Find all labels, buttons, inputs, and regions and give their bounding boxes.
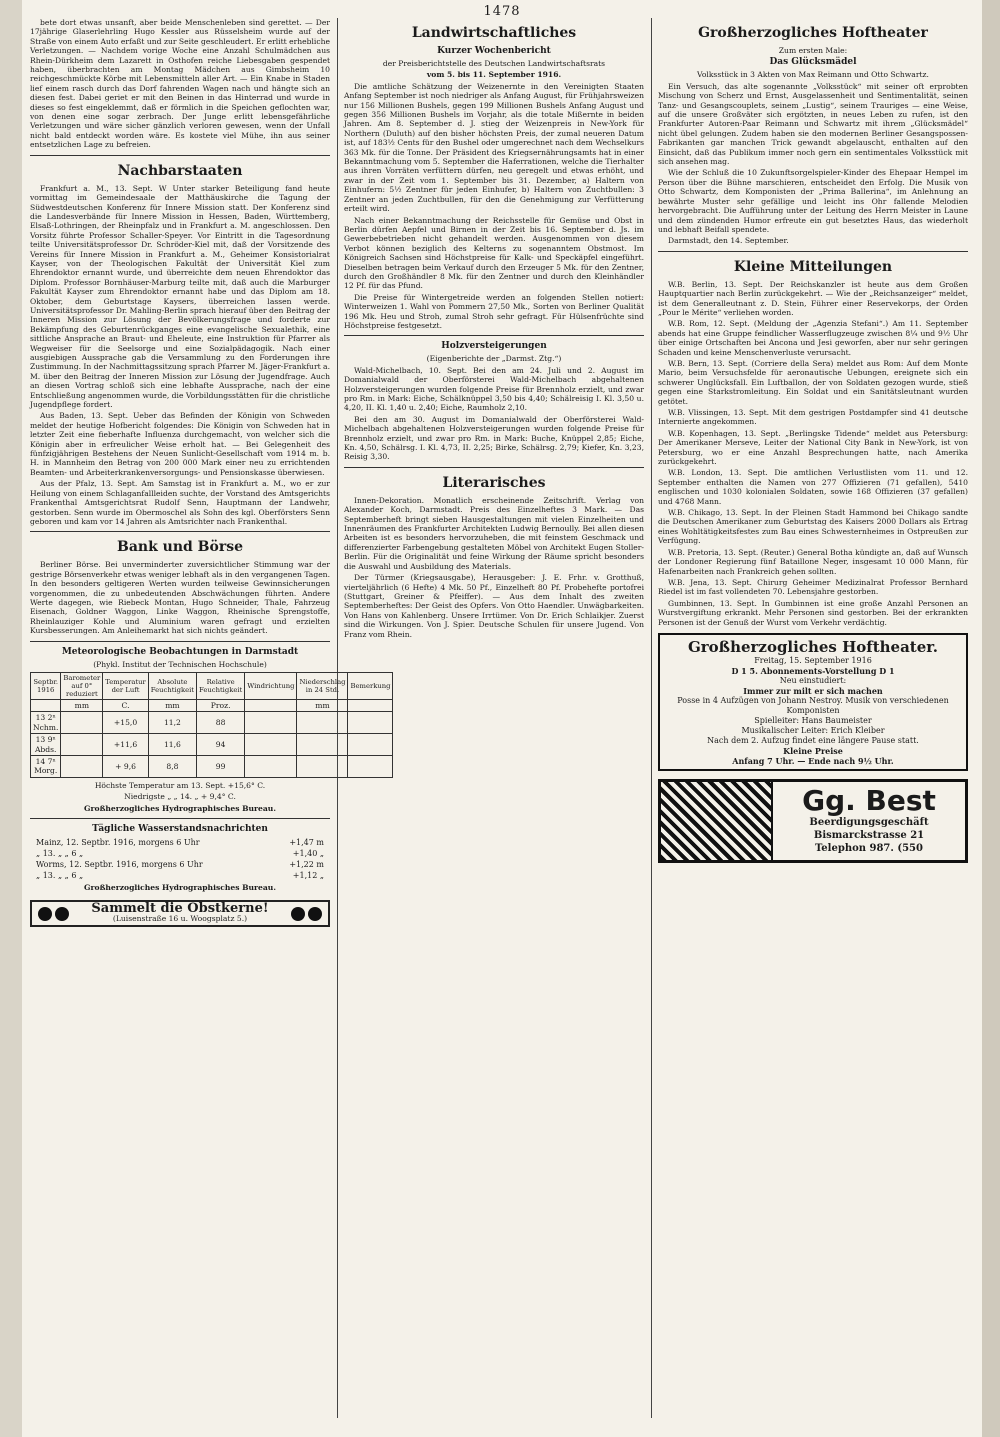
- article-paragraph: Die amtliche Schätzung der Weizenernte in den Vereinigten Staaten Anfang September ist noch niedriger als Anfang August, für Frühjahrsweizen nur 156 Millionen Bushels, gegen 199 Millionen Bushels Anfang August und gegen 356 Millionen Bushels im Vorjahr, als die totale Mißernte in beiden Jahren. Am 8. September d. J. stieg der Weizenpreis in New-York für Northern (Duluth) auf den bisher höchsten Preis, der zumal neueren Datum ist, auf 183½ Cents für den Bushel oder umgerechnet nach dem Wechselkurs 363 Mk. für die Tonne. Der Präsident des Kriegsernährungsamts hat in einer Bekanntmachung vom 5. September die Haferrationen, welche die Tierhalter aus ihren Vorräten verfüttern dürfen, neu geregelt und etwas erhöht, und zwar in der Zeit vom 1. September bis 31. Dezember, a) Haltern von Einhufern: 5½ Zentner für jeden Einhufer, b) Haltern von Zuchtbullen: 3 Zentner an jeden Zuchtbullen, für den die Genehmigung zur Verfütterung erteilt wird.: [344, 81, 644, 214]
- article-paragraph: Bei den am 30. August im Domanialwald der Oberförsterei Wald-Michelbach abgehaltenen Holzversteigerungen wurden folgende Preise für Brennholz erzielt, und zwar pro Rm. in Mark: Buche, Knüppel 2,85; Eiche, Kn. 4,50, Schälrsg. I. Kl. 4,73, II. 2,25; Birke, Schälrsg. 2,79; Kiefer, Kn. 3,23, Reisig 3,30.: [344, 414, 644, 462]
- best-ad-text: [773, 782, 965, 860]
- table-header: Windrichtung: [245, 672, 297, 699]
- news-item: W.B. Pretoria, 13. Sept. (Reuter.) General Botha kündigte an, daß auf Wunsch der Londoner Regierung fünf Bataillone Neger, insgesamt 10 000 Mann, für Hafenarbeiten nach Frankreich gehen sollten.: [658, 547, 968, 576]
- met-min-temp: Niedrigste „ „ 14. „ + 9,4° C.: [124, 792, 236, 802]
- water-row: [30, 837, 330, 848]
- ad-title: Sammelt die Obstkerne!: [91, 901, 269, 917]
- news-item: W.B. Berlin, 13. Sept. Der Reichskanzler ist heute aus dem Großen Hauptquartier nach Berlin zurückgekehrt. — Wie der „Reichsanzeiger“ meldet, ist dem Generalleutnant z. D. Stein, Führer einer Reservekorps, der Orden „Pour le Mérite“ verliehen worden.: [658, 279, 968, 317]
- obstkerne-ad: [30, 900, 330, 927]
- table-unit: Proz.: [197, 699, 245, 711]
- divider: [30, 818, 330, 819]
- table-header: Septbr. 1916: [31, 672, 61, 699]
- met-max-temp: Höchste Temperatur am 13. Sept. +15,6° C.: [94, 780, 266, 790]
- theater-ad-line: Immer zur milt er sich machen: [743, 685, 883, 696]
- water-place: „ 13. „ „ 6 „: [36, 871, 84, 881]
- water-row: [30, 848, 330, 859]
- table-header: Relative Feuchtigkeit: [197, 672, 245, 699]
- premiere-note: Zum ersten Male:: [778, 46, 848, 55]
- met-subtitle: (Phykl. Institut der Technischen Hochschule): [93, 659, 267, 669]
- table-header: Bemerkung: [348, 672, 393, 699]
- table-unit: mm: [297, 699, 348, 711]
- report-title: Kurzer Wochenbericht: [437, 46, 551, 56]
- table-cell: [297, 712, 348, 734]
- article-paragraph: bete dort etwas unsanft, aber beide Menschenleben sind gerettet. — Der 17jährige Glaserlehrling Hugo Kessler aus Rüsselsheim wurde auf der Straße von einem Auto erfaßt und zur Seite geschleudert. Er erlitt erhebliche Verletzungen. — Nachdem vorige Woche eine Anzahl Schulmädchen aus Rhein-Dürkheim dem Lazarett in Osthofen reiche Liebesgaben gespendet haben, überbrachten am Montag Mädchen aus Gimbsheim 10 reichgeschmückte Körbe mit Lebensmitteln aller Art. — Ein Knabe in Staden lief einem rasch durch das Dorf fahrenden Wagen nach und hängte sich an diesen fest. Dabei geriet er mit den Beinen in das Hinterrad und wurde in dieses so fest eingeklemmt, daß er förmlich in die Speichen geflochten war, von denen eine sogar zerbrach. Der Junge erlitt lebensgefährliche Verletzungen und wäre sicher gänzlich verloren gewesen, wenn der Unfall nicht bald entdeckt worden wäre. Es kostete viel Mühe, ihn aus seiner entsetzlichen Lage zu befreien.: [30, 18, 330, 150]
- theater-ad: [658, 633, 968, 771]
- water-place: Mainz, 12. Septbr. 1916, morgens 6 Uhr: [36, 838, 200, 848]
- table-cell: [245, 756, 297, 778]
- ad-subtitle: (Luisenstraße 16 u. Woogsplatz 5.): [112, 913, 248, 923]
- section-heading-landwirtschaft: Landwirtschaftliches: [411, 25, 577, 41]
- divider: [30, 641, 330, 642]
- right-gutter: [982, 0, 1000, 1437]
- meteorological-table: [30, 672, 393, 778]
- news-item: Gumbinnen, 13. Sept. In Gumbinnen ist eine große Anzahl Personen an Wurstvergiftung erkrankt. Mehr Personen sind gestorben. Bei der erkrankten Personen ist der Genuß der Wurst vom Verkehr verdächtig.: [658, 598, 968, 627]
- divider: [344, 335, 644, 336]
- page-number: 1478: [483, 4, 521, 19]
- table-row: [31, 712, 393, 734]
- water-place: „ 13. „ „ 6 „: [36, 849, 84, 859]
- divider: [658, 251, 968, 252]
- column-3: [658, 18, 968, 1423]
- divider: [30, 531, 330, 532]
- column-1: [30, 18, 391, 1423]
- news-item: W.B. Kopenhagen, 13. Sept. „Berlingske Tidende“ meldet aus Petersburg: Der Amerikaner Merseve, Leiter der National City Bank in New-York, ist von Petersburg, wo er eine Anzahl Besprechungen hatte, nach Amerika zurückgekehrt.: [658, 428, 968, 467]
- table-cell: 13 2ⁿ Nchm.: [31, 712, 61, 734]
- news-item: W.B. Bern, 13. Sept. (Corriere della Sera) meldet aus Rom: Auf dem Monte Mario, beim Versuchsfelde für aeronautische Uebungen, ereignete sich ein schwerer Unglücksfall. Ein Luftballon, der von Soldaten gezogen wurde, stieß gegen eine Starkstromleitung. Ein Soldat und ein Sanitätsleutnant wurden getötet.: [658, 358, 968, 406]
- water-level: +1,47 m: [289, 838, 324, 848]
- theater-ad-line: D 1 5. Abonnements-Vorstellung D 1: [731, 665, 895, 676]
- theater-ad-line: Musikalischer Leiter: Erich Kleiber: [741, 725, 885, 735]
- column-rule: [651, 18, 652, 1418]
- article-paragraph: Aus der Pfalz, 13. Sept. Am Samstag ist in Frankfurt a. M., wo er zur Heilung von einem Schlaganfallleiden suchte, der Vorstand des Amtsgerichts Frankenthal Amtsgerichtsrat Rudolf Senn, Hauptmann der Landwehr, gestorben. Senn wurde im Obermoschel als Sohn des kgl. Oberförsters Senn geboren und kam vor 14 Jahren als Amtsrichter nach Frankenthal.: [30, 479, 330, 526]
- article-paragraph: Wie der Schluß die 10 Zukunftsorgelspieler-Kinder des Ehepaar Hempel im Person über die Bühne marschieren, entscheidet den Erfolg. Die Musik von Otto Schwartz, dem Komponisten der „Prima Ballerina“, im Anlehnung an bewährte Muster sehr gefällige und leicht ins Ohr fallende Melodien hervorgebracht. Die Aufführung unter der Leitung des Herrn Meister in Laune und dem zündenden Humor erfreute ein gut besetztes Haus, das wiederholt und lebhaft Beifall spendete.: [658, 168, 968, 234]
- table-unit: [245, 699, 297, 711]
- section-heading-holz: Holzversteigerungen: [441, 341, 547, 352]
- water-level: +1,12 „: [292, 871, 324, 881]
- news-item: W.B. Chikago, 13. Sept. In der Fleinen Stadt Hammond bei Chikago sandte die Deutschen Amerikaner zum Geburtstag des Kaisers 2000 Dollars als Ertrag eines Wohltätigkeitsfestes zum Bau eines Schwesternheimes in Ostpreußen zur Verfügung.: [658, 508, 968, 546]
- play-title: Das Glücksmädel: [769, 57, 857, 68]
- ornament-icon: [38, 907, 69, 921]
- play-author: Volksstück in 3 Akten von Max Reimann und Otto Schwartz.: [697, 70, 929, 80]
- theater-ad-title: Großherzogliches Hoftheater.: [687, 637, 939, 656]
- table-cell: 14 7ⁿ Morg.: [31, 756, 61, 778]
- table-header: Absolute Feuchtigkeit: [148, 672, 196, 699]
- met-title: Meteorologische Beobachtungen in Darmstadt: [61, 646, 299, 657]
- ornament-icon: [291, 907, 322, 921]
- table-cell: 88: [197, 712, 245, 734]
- table-cell: 99: [197, 756, 245, 778]
- table-cell: [61, 712, 103, 734]
- section-heading-hoftheater: Großherzogliches Hoftheater: [698, 25, 928, 41]
- table-unit: [31, 699, 61, 711]
- best-ad-line: Beerdigungsgeschäft: [809, 816, 929, 828]
- table-cell: [61, 734, 103, 756]
- newspaper-page: [22, 0, 982, 1437]
- best-funeral-ad: [658, 779, 968, 863]
- theater-ad-line: Kleine Preise: [783, 745, 843, 756]
- article-paragraph: Die Preise für Wintergetreide werden an folgenden Stellen notiert: Winterweizen 1. Wahl von Pommern 27,50 Mk., Sorten von Berliner Qualität 196 Mk. Heu und Stroh, zumal Stroh sehr gefragt. Für Hülsenfrüchte sind Höchstpreise festgesetzt.: [344, 292, 644, 330]
- article-dateline: Darmstadt, den 14. September.: [668, 236, 789, 246]
- met-credit: Großherzogliches Hydrographisches Bureau.: [84, 803, 276, 813]
- holz-subtitle: (Eigenberichte der „Darmst. Ztg.“): [426, 354, 562, 364]
- article-paragraph: Nach einer Bekanntmachung der Reichsstelle für Gemüse und Obst in Berlin dürfen Aepfel und Birnen in der Zeit bis 16. September d. Js. im Gewerbebetrieben nicht gehandelt werden. Ausgenommen von diesem Verbot können beziglich des Kelterns zu sogenanntem Obstmost. Im Königreich Sachsen sind Höchstpreise für Kalk- und Speckäpfel eingeführt. Dieselben betragen beim Verkauf durch den Erzeuger 5 Mk. für den Zentner, durch den Großhändler 8 Mk. für den Zentner und durch den Kleinhändler 12 Pf. für das Pfund.: [344, 215, 644, 291]
- report-dates: vom 5. bis 11. September 1916.: [426, 70, 562, 80]
- article-paragraph: Innen-Dekoration. Monatlich erscheinende Zeitschrift. Verlag von Alexander Koch, Darmstadt. Preis des Einzelheftes 3 Mark. — Das Septemberheft bringt sieben Hausgestaltungen mit vielen Einzelheiten und Innenräumen des Frankfurter Architekten Ludwig Bernoully. Bei allen diesen Arbeiten ist es besonders hervorzuheben, die mit feinstem Geschmack und differenzierter Farbengebung gestalteten Möbel von Architekt Eugen Stoller-Berlin. Für die Originalität und feine Wirkung der Räume spricht besonders die Auswahl und Ausbildung des Materials.: [344, 495, 644, 571]
- water-place: Worms, 12. Septbr. 1916, morgens 6 Uhr: [36, 860, 203, 870]
- ornament-icon: [661, 782, 773, 860]
- table-cell: [245, 712, 297, 734]
- table-cell: 11,2: [148, 712, 196, 734]
- section-heading-literarisches: Literarisches: [442, 474, 546, 491]
- divider: [344, 467, 644, 468]
- news-item: W.B. Jena, 13. Sept. Chirurg Geheimer Medizinalrat Professor Bernhard Riedel ist im fast vollendeten 70. Lebensjahre gestorben.: [658, 577, 968, 597]
- water-level: +1,22 m: [289, 860, 324, 870]
- table-cell: 11,6: [148, 734, 196, 756]
- table-header: Barometer auf 0° reduziert: [61, 672, 103, 699]
- table-unit: mm: [61, 699, 103, 711]
- news-item: W.B. Rom, 12. Sept. (Meldung der „Agenzia Stefani“.) Am 11. September abends hat eine Gruppe feindlicher Wasserflugzeuge zwischen 8¼ und 9½ Uhr über einige Ortschaften bei Ancona und Jesi geworfen, aber nur sehr geringen Schaden und keine Menschenverluste verursacht.: [658, 319, 968, 357]
- best-ad-name: Gg. Best: [802, 783, 936, 817]
- section-heading-bank: Bank und Börse: [116, 539, 243, 556]
- report-source: der Preisberichtstelle des Deutschen Landwirtschaftsrats: [382, 59, 606, 68]
- table-cell: + 9,6: [103, 756, 149, 778]
- water-credit: Großherzogliches Hydrographisches Bureau.: [84, 883, 276, 893]
- article-paragraph: Der Türmer (Kriegsausgabe), Herausgeber: J. E. Frhr. v. Grotthuß, vierteljährlich (6 Hefte) 4 Mk. 50 Pf., Einzelheft 80 Pf. Probehefte portofrei (Stuttgart, Greiner & Pfeiffer). — Aus dem Inhalt des zweiten Septemberheftes: Der Geist des Opfers. Von Otto Haendler. Unwägbarkeiten. Von Hans von Kahlenberg. Unsere Irrtümer. Von Dr. Erich Schlaikjer. Zuerst sind die Wirkungen. Von J. Spier. Deutsche Schulen für unsere Jugend. Von Franz vom Rhein.: [344, 573, 644, 639]
- divider: [30, 155, 330, 156]
- theater-ad-line: Spielleiter: Hans Baumeister: [754, 715, 872, 725]
- section-heading-nachbarstaaten: Nachbarstaaten: [117, 162, 243, 179]
- section-heading-mitteilungen: Kleine Mitteilungen: [733, 258, 893, 275]
- table-cell: 94: [197, 734, 245, 756]
- column-2: [344, 18, 644, 1423]
- table-cell: +11,6: [103, 734, 149, 756]
- best-ad-line: Telephon 987. (550: [815, 842, 923, 854]
- theater-ad-line: Neu einstudiert:: [779, 675, 847, 685]
- article-paragraph: Frankfurt a. M., 13. Sept. W Unter starker Beteiligung fand heute vormittag im Gemeindesaale der Matthäuskirche die Tagung der Südwestdeutschen Konferenz für Innere Mission statt. Der Konferenz sind die Landesverbände für Innere Mission in Hessen, Baden, Württemberg, Elsaß-Lothringen, der Rheinpfalz und in Frankfurt a. M. angeschlossen. Den Vorsitz führte Professor Schaller-Speyer. Vor Eintritt in die Tagesordnung teilte Universitätsprofessor Dr. Schröder-Kiel mit, daß der Vorsitzende des Vereins für Innere Mission in Frankfurt a. M., Geheimer Konsistorialrat Kayser, von der Theologischen Fakultät der Universität Kiel zum Ehrendoktor ernannt wurde, und überreichte dem neuen Ehrendoktor das Diplom. Professor Bornhäuser-Marburg teilte mit, daß auch die Marburger Fakultät Kayser zum Ehrendoktor ernannt habe und das Diplom am 18. Oktober, dem Geburtstage Kaysers, überreichen lassen werde. Universitätsprofessor Dr. Mahling-Berlin sprach hierauf über den Beitrag der Inneren Mission zur Lösung der Bevölkerungsfrage und forderte zur Bekämpfung des Geburtenrückganges eine evangelische Sexualethik, eine sittliche Ansprache an Braut- und Eheleute, eine Instruktion für Pfarrer als Wegweiser für die Seelsorge und eine Sozialpädagogik. Nach einer ausgiebigen Aussprache gab die Versammlung zu den Forderungen ihre Zustimmung. In der Nachmittagssitzung sprach Pfarrer M. Jäger-Frankfurt a. M. über den Beitrag der Inneren Mission zur Lösung der Jugendfrage. Auch an diesen Vortrag schloß sich eine lebhafte Aussprache, nach der eine Entschließung angenommen wurde, die Vorbildungsstätten für die christliche Jugendpflege fordert.: [30, 183, 330, 410]
- article-paragraph: Ein Versuch, das alte sogenannte „Volksstück“ mit seiner oft erprobten Mischung von Scherz und Ernst, Ausgelassenheit und Sentimentalität, seinen Tanz- und Gesangscouplets, seinem „Lustig“, seinem Trauriges — eine Weise, auf die unsere Großväter sich ergötzten, in neues Leben zu rufen, ist den Frankfurter Autoren-Paar Reimann und Schwartz mit ihrem „Glücksmädel“ nicht übel gelungen. Zudem haben sie den modernen Berliner Gesangspossen-Fabrikanten gar manchen Trick gewandt abgelauscht, enthalten auf den Einsicht, daß das Publikum immer noch gern ein sentimentales Volksstück mit sich ansehen mag.: [658, 81, 968, 167]
- article-paragraph: Aus Baden, 13. Sept. Ueber das Befinden der Königin von Schweden meldet der heutige Hofbericht folgendes: Die Königin von Schweden hat in letzter Zeit eine fieberhafte Influenza durchgemacht, von welcher sich die Königin aber in erfreulicher Weise erholt hat. — Bei Gelegenheit des fünfzigjährigen Bestehens der Neuen Sunlicht-Gesellschaft vom 1914 m. b. H. in Mannheim den Betrag von 200 000 Mark einer neu zu errichtenden Beamten- und Arbeiterkrankenversorgungs- und Pensionskasse überwiesen.: [30, 411, 330, 477]
- table-unit: C.: [103, 699, 149, 711]
- table-cell: [245, 734, 297, 756]
- news-item: W.B. Vlissingen, 13. Sept. Mit dem gestrigen Postdampfer sind 41 deutsche Internierte angekommen.: [658, 408, 968, 427]
- water-title: Tägliche Wasserstandsnachrichten: [92, 824, 268, 835]
- table-row: [31, 756, 393, 778]
- article-paragraph: Berliner Börse. Bei unverminderter zuversichtlicher Stimmung war der gestrige Börsenverkehr etwas weniger lebhaft als in den vergangenen Tagen. In den besonders geltigeren Werten wurden teilweise Gewinnsicherungen vorgenommen, die zu unbedeutenden Abschwächungen führten. Andere Werte dagegen, wie Riebeck Montan, Hugo Schneider, Thale, Fahrzeug Eisenach, Goldner Waggon, Linke Waggon, Rheinische Sprengstoffe, Rheinlauziger Kohle und Aluminium waren gefragt und erzielten Kursbesserungen. Am Anleihemarkt hat sich nichts geändert.: [30, 560, 330, 636]
- table-cell: 8,8: [148, 756, 196, 778]
- best-ad-line: Bismarckstrasse 21: [813, 829, 925, 841]
- table-cell: 13 9ⁿ Abds.: [31, 734, 61, 756]
- news-item: W.B. London, 13. Sept. Die amtlichen Verlustlisten vom 11. und 12. September enthalten die Namen von 277 Offizieren (71 gefallen), 5410 englischen und 1030 kolonialen Soldaten, sowie 168 Offizieren (37 gefallen) und 4768 Mann.: [658, 468, 968, 506]
- table-header: Niederschlag in 24 Std.: [297, 672, 348, 699]
- article-paragraph: Wald-Michelbach, 10. Sept. Bei den am 24. Juli und 2. August im Domanialwald der Oberförsterei Wald-Michelbach abgehaltenen Holzversteigerungen wurden folgende Preise für Brennholz erzielt, und zwar pro Rm. in Mark: Eiche, Schälknüppel 3,50 bis 4,40; Schälreisig I. Kl. 3,50 u. 4,20, II. Kl. 1,40 u. 2,40; Eiche, Raumholz 2,10.: [344, 365, 644, 413]
- table-cell: [297, 756, 348, 778]
- table-row: [31, 734, 393, 756]
- table-header: Temperatur der Luft: [103, 672, 149, 699]
- table-cell: [61, 756, 103, 778]
- water-row: [30, 870, 330, 881]
- table-cell: [297, 734, 348, 756]
- theater-ad-line: Nach dem 2. Aufzug findet eine längere Pause statt.: [707, 735, 919, 745]
- theater-ad-date: Freitag, 15. September 1916: [754, 655, 872, 665]
- table-cell: +15,0: [103, 712, 149, 734]
- theater-ad-line: Anfang 7 Uhr. — Ende nach 9½ Uhr.: [732, 755, 894, 766]
- table-unit: mm: [148, 699, 196, 711]
- water-level: +1,40 „: [292, 849, 324, 859]
- left-gutter: [0, 0, 22, 1437]
- water-row: [30, 859, 330, 870]
- theater-ad-line: Posse in 4 Aufzügen von Johann Nestroy. Musik von verschiedenen Komponisten: [677, 695, 949, 715]
